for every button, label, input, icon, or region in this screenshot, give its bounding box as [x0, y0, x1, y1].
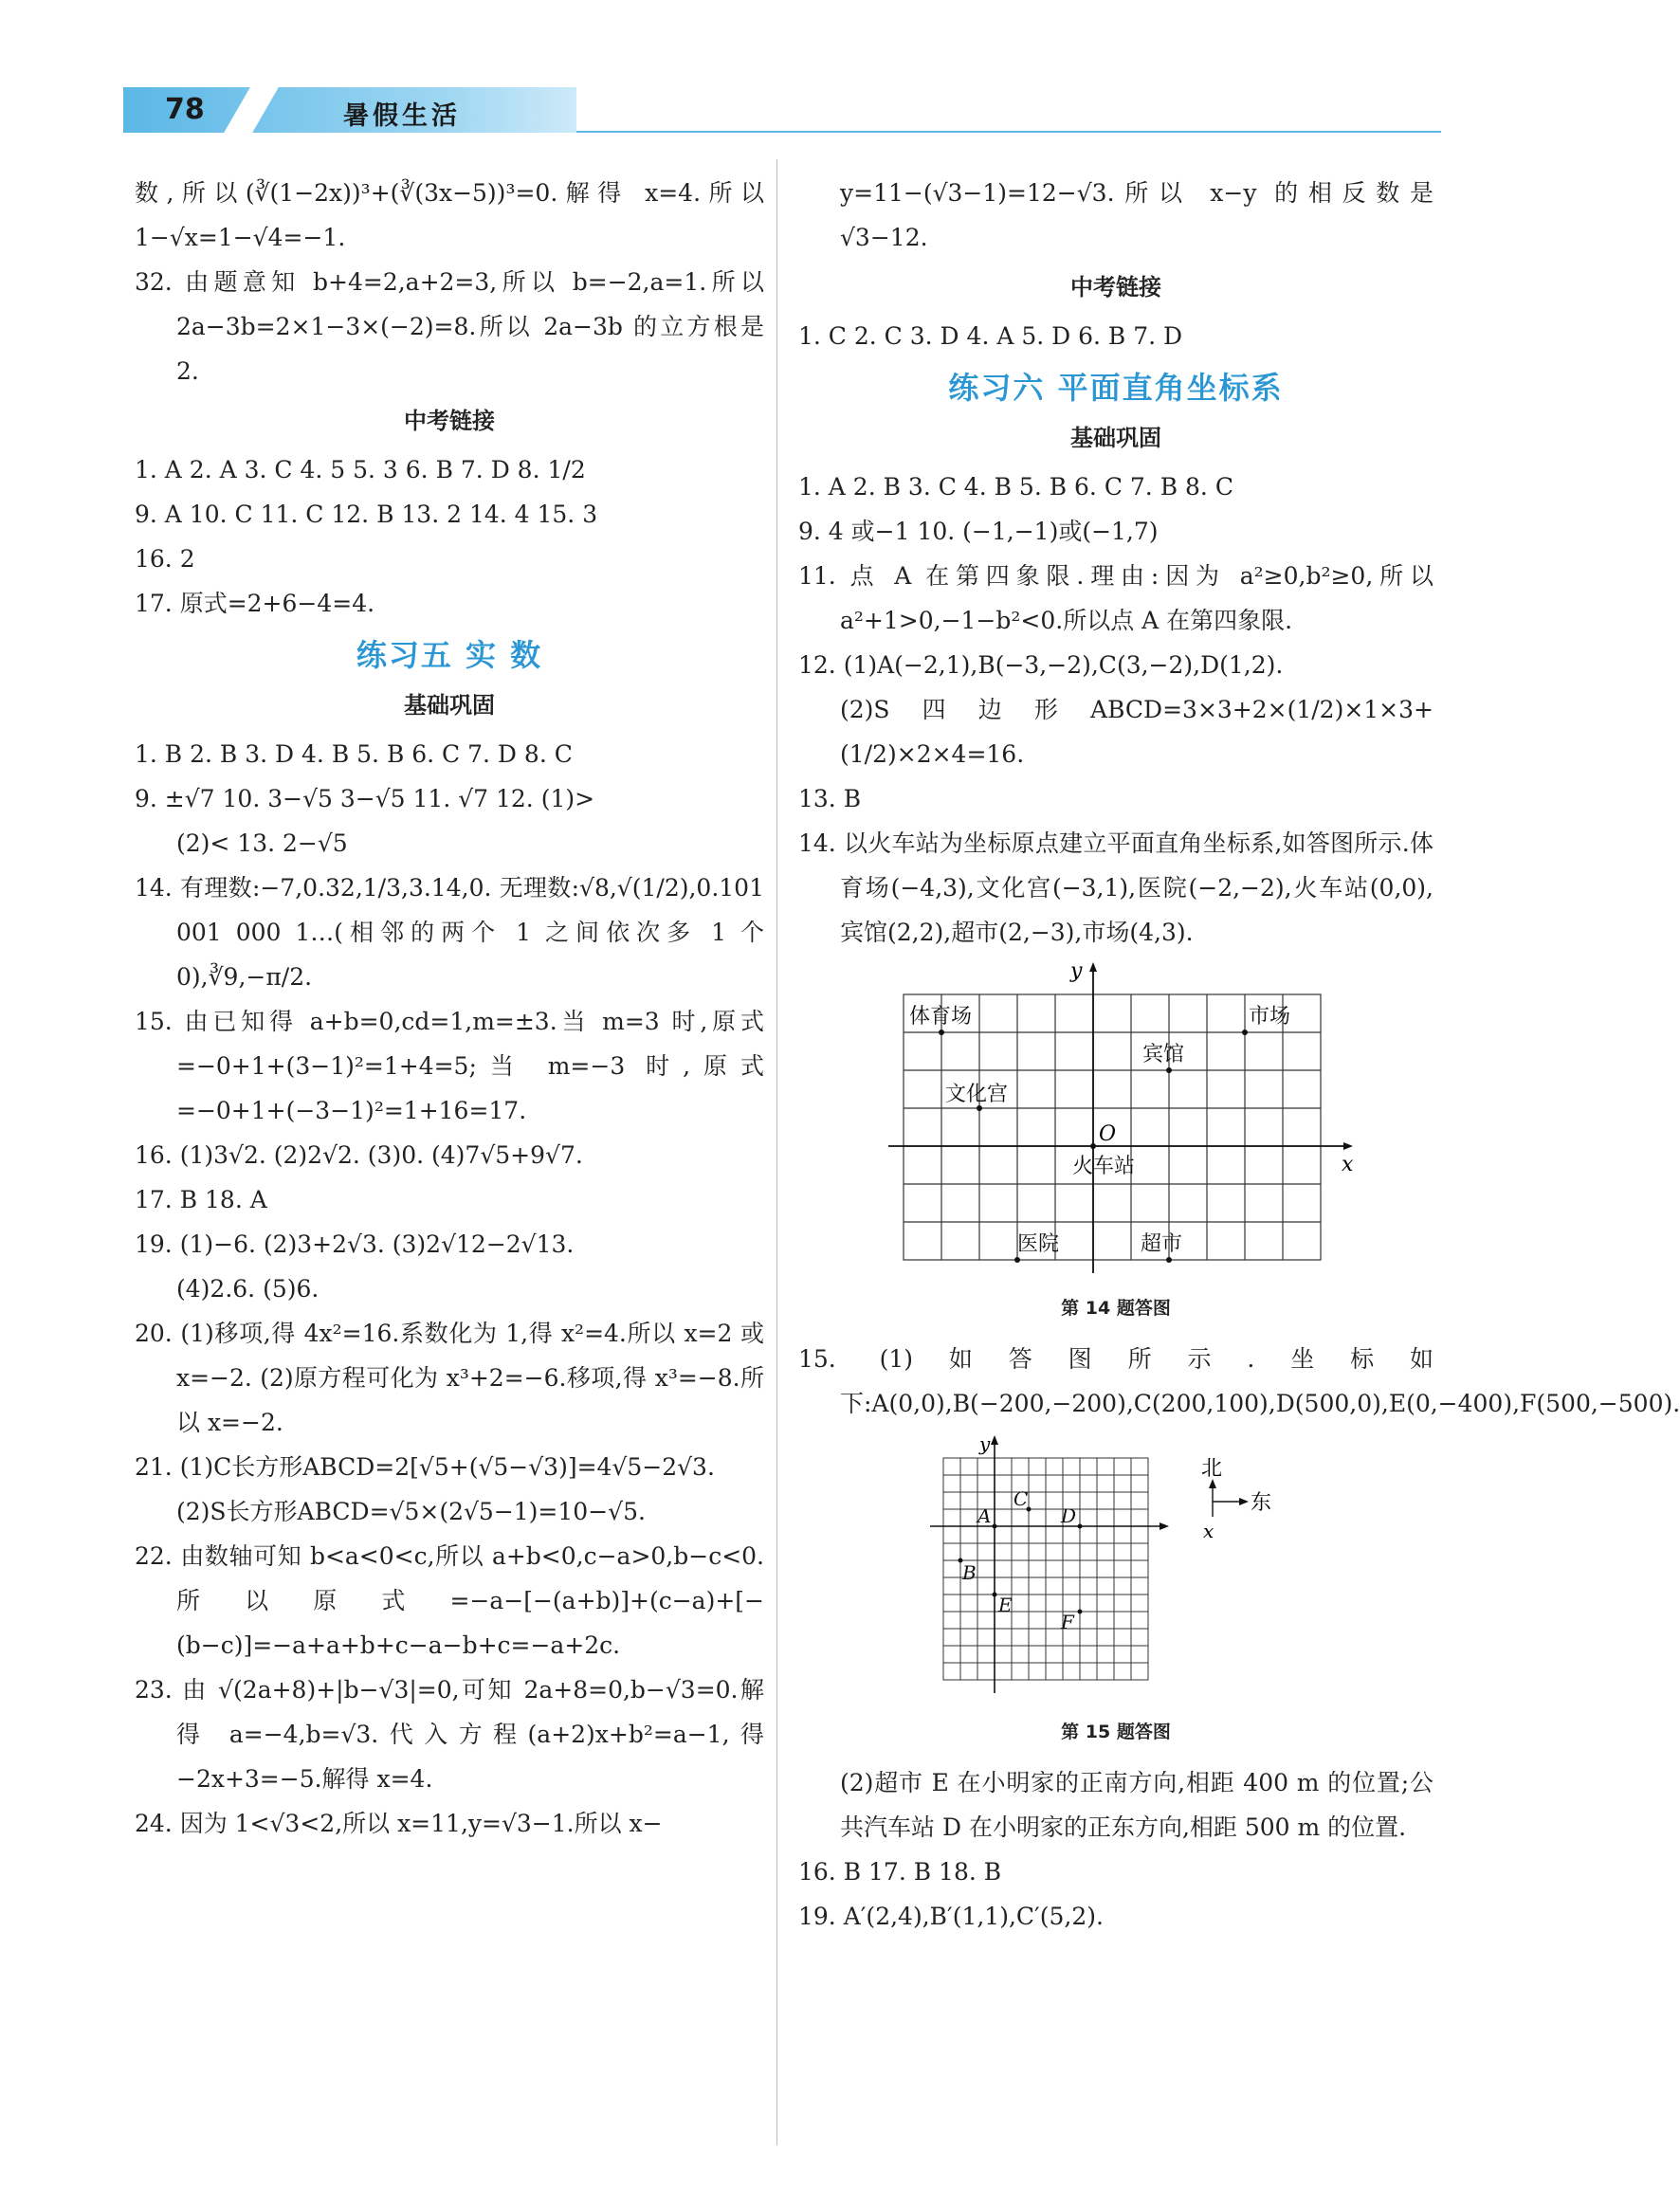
answer-21: 21. (1)C长方形ABCD=2[√5+(√5−√3)]=4√5−2√3. — [135, 1453, 715, 1481]
label-yiyuan: 医院 — [1017, 1232, 1060, 1256]
answers-9-12: 9. ±√7 10. 3−√5 3−√5 11. √7 12. (1)> — [135, 785, 595, 812]
figure-14-caption: 第 14 题答图 — [1061, 1298, 1171, 1319]
label-D: D — [1061, 1504, 1077, 1527]
answer-14: 14. 有理数:−7,0.32,1/3,3.14,0. 无理数:√8,√(1/2),0.101 001 000 1…(相邻的两个 1 之间依次多 1 个 0),∛9,−π/2. — [135, 874, 764, 991]
figure-15 — [917, 1431, 1315, 1706]
answer-20: 20. (1)移项,得 4x²=16.系数化为 1,得 x²=4.所以 x=2 或 x=−2. (2)原方程可化为 x³+2=−6.移项,得 x³=−8.所以 x=−2. — [135, 1320, 764, 1436]
answer-16-18-right: 16. B 17. B 18. B — [798, 1858, 1002, 1886]
answer-15: 15. 由已知得 a+b=0,cd=1,m=±3.当 m=3 时,原式=−0+1+(3−1)²=1+4=5;当 m=−3 时,原式=−0+1+(−3−1)²=1+16=17. — [135, 1008, 764, 1124]
section-5-title: 练习五 实 数 — [356, 637, 543, 673]
label-E: E — [998, 1594, 1013, 1616]
answer-11-right: 11. 点 A 在第四象限.理由:因为 a²≥0,b²≥0,所以 a²+1>0,−1−b²<0.所以点 A 在第四象限. — [798, 562, 1433, 634]
answer-17-18: 17. B 18. A — [135, 1186, 267, 1213]
zhongkao-answers-4: 17. 原式=2+6−4=4. — [135, 590, 375, 617]
left-column — [135, 171, 764, 1846]
zhongkao-answers-1: 1. A 2. A 3. C 4. 5 5. 3 6. B 7. D 8. 1/2 — [135, 456, 586, 483]
zhongkao-answers-2: 9. A 10. C 11. C 12. B 13. 2 14. 4 15. 3 — [135, 501, 598, 528]
answer-19-right: 19. A′(2,4),B′(1,1),C′(5,2). — [798, 1903, 1104, 1930]
label-shichang: 市场 — [1249, 1005, 1291, 1029]
zhongkao-answers-right: 1. C 2. C 3. D 4. A 5. D 6. B 7. D — [798, 322, 1183, 350]
page-number: 78 — [165, 93, 205, 126]
point-E — [993, 1593, 997, 1597]
right-column — [798, 171, 1680, 1939]
figure-14-graph — [869, 960, 1362, 1283]
answers-1-8-right: 1. A 2. B 3. C 4. B 5. B 6. C 7. B 8. C — [798, 473, 1233, 501]
x-axis-label-15: x — [1203, 1520, 1214, 1542]
label-C: C — [1013, 1487, 1029, 1510]
label-wenhuagong: 文化宫 — [945, 1083, 1009, 1106]
north-label: 北 — [1201, 1457, 1223, 1481]
answers-1-8: 1. B 2. B 3. D 4. B 5. B 6. C 7. D 8. C — [135, 740, 573, 768]
point-shichang — [1242, 1030, 1248, 1035]
point-tiyuchang — [939, 1030, 944, 1035]
origin-label: O — [1099, 1122, 1117, 1146]
point-D — [1078, 1524, 1083, 1529]
answer-19: 19. (1)−6. (2)3+2√3. (3)2√12−2√13. — [135, 1230, 575, 1258]
label-A: A — [977, 1504, 992, 1527]
point-yiyuan — [1014, 1257, 1020, 1263]
figure-15-graph — [917, 1431, 1315, 1706]
answer-13-right: 13. B — [798, 785, 862, 812]
figure-14 — [869, 960, 1362, 1283]
point-chaoshi — [1166, 1257, 1172, 1263]
answer-19-cont: (4)2.6. (5)6. — [176, 1275, 320, 1303]
answers-9-10-right: 9. 4 或−1 10. (−1,−1)或(−1,7) — [798, 518, 1159, 545]
label-huochezhan: 火车站 — [1072, 1155, 1136, 1178]
jichu-heading: 基础巩固 — [404, 692, 495, 719]
point-F — [1078, 1610, 1083, 1614]
point-binguan — [1166, 1067, 1172, 1073]
label-B: B — [962, 1561, 977, 1584]
label-F: F — [1061, 1611, 1074, 1633]
label-tiyuchang: 体育场 — [909, 1005, 973, 1029]
jichu-heading-right: 基础巩固 — [1070, 425, 1161, 451]
page-header — [123, 87, 1441, 133]
answer-15-part2: (2)超市 E 在小明家的正南方向,相距 400 m 的位置;公共汽车站 D 在小明家的正东方向,相距 500 m 的位置. — [840, 1769, 1433, 1841]
answer-15-right: 15. (1)如答图所示.坐标如下:A(0,0),B(−200,−200),C(200,100),D(500,0),E(0,−400),F(500,−500). — [798, 1345, 1680, 1417]
answer-32: 32. 由题意知 b+4=2,a+2=3,所以 b=−2,a=1.所以 2a−3b=2×1−3×(−2)=8.所以 2a−3b 的立方根是 2. — [135, 268, 764, 385]
column-divider — [776, 159, 777, 2145]
answer-16: 16. (1)3√2. (2)2√2. (3)0. (4)7√5+9√7. — [135, 1141, 583, 1169]
answer-23: 23. 由 √(2a+8)+|b−√3|=0,可知 2a+8=0,b−√3=0.解得 a=−4,b=√3.代入方程(a+2)x+b²=a−1,得−2x+3=−5.解得 x=4. — [135, 1676, 764, 1793]
section-6-title: 练习六 平面直角坐标系 — [948, 370, 1284, 406]
header-rule — [576, 131, 1441, 133]
answer-12-cont-right: (2)S四边形ABCD=3×3+2×(1/2)×1×3+(1/2)×2×4=16. — [840, 696, 1433, 768]
y-axis-label-15: y — [979, 1432, 991, 1455]
label-chaoshi: 超市 — [1141, 1232, 1183, 1256]
answer-14-right: 14. 以火车站为坐标原点建立平面直角坐标系,如答图所示.体育场(−4,3),文化宫(−3,1),医院(−2,−2),火车站(0,0),宾馆(2,2),超市(2,−3),市场(4,3). — [798, 829, 1433, 946]
answer-12-right: 12. (1)A(−2,1),B(−3,−2),C(3,−2),D(1,2). — [798, 651, 1284, 679]
answer-24-cont: y=11−(√3−1)=12−√3.所以 x−y 的相反数是 √3−12. — [840, 179, 1433, 251]
compass-icon — [1213, 1485, 1243, 1517]
figure-15-caption: 第 15 题答图 — [1061, 1722, 1171, 1742]
label-binguan: 宾馆 — [1142, 1043, 1185, 1066]
x-axis-label: x — [1342, 1153, 1354, 1176]
point-huochezhan — [1090, 1143, 1096, 1149]
zhongkao-answers-3: 16. 2 — [135, 545, 195, 573]
answers-12-13: (2)< 13. 2−√5 — [176, 829, 348, 857]
zhongkao-heading: 中考链接 — [404, 408, 495, 434]
east-label: 东 — [1251, 1491, 1272, 1515]
answer-31-cont: 数,所以(∛(1−2x))³+(∛(3x−5))³=0.解得 x=4.所以 1−√x=1−√4=−1. — [135, 179, 764, 251]
y-axis-label: y — [1070, 959, 1083, 983]
zhongkao-heading-right: 中考链接 — [1070, 274, 1161, 301]
book-title: 暑假生活 — [343, 101, 461, 131]
answer-21-cont: (2)S长方形ABCD=√5×(2√5−1)=10−√5. — [176, 1498, 646, 1525]
point-A — [993, 1524, 997, 1529]
answer-22: 22. 由数轴可知 b<a<0<c,所以 a+b<0,c−a>0,b−c<0.所以原式=−a−[−(a+b)]+(c−a)+[−(b−c)]=−a+a+b+c−a−b+c=−a+2c. — [135, 1542, 764, 1659]
answer-24: 24. 因为 1<√3<2,所以 x=11,y=√3−1.所以 x− — [135, 1810, 663, 1837]
